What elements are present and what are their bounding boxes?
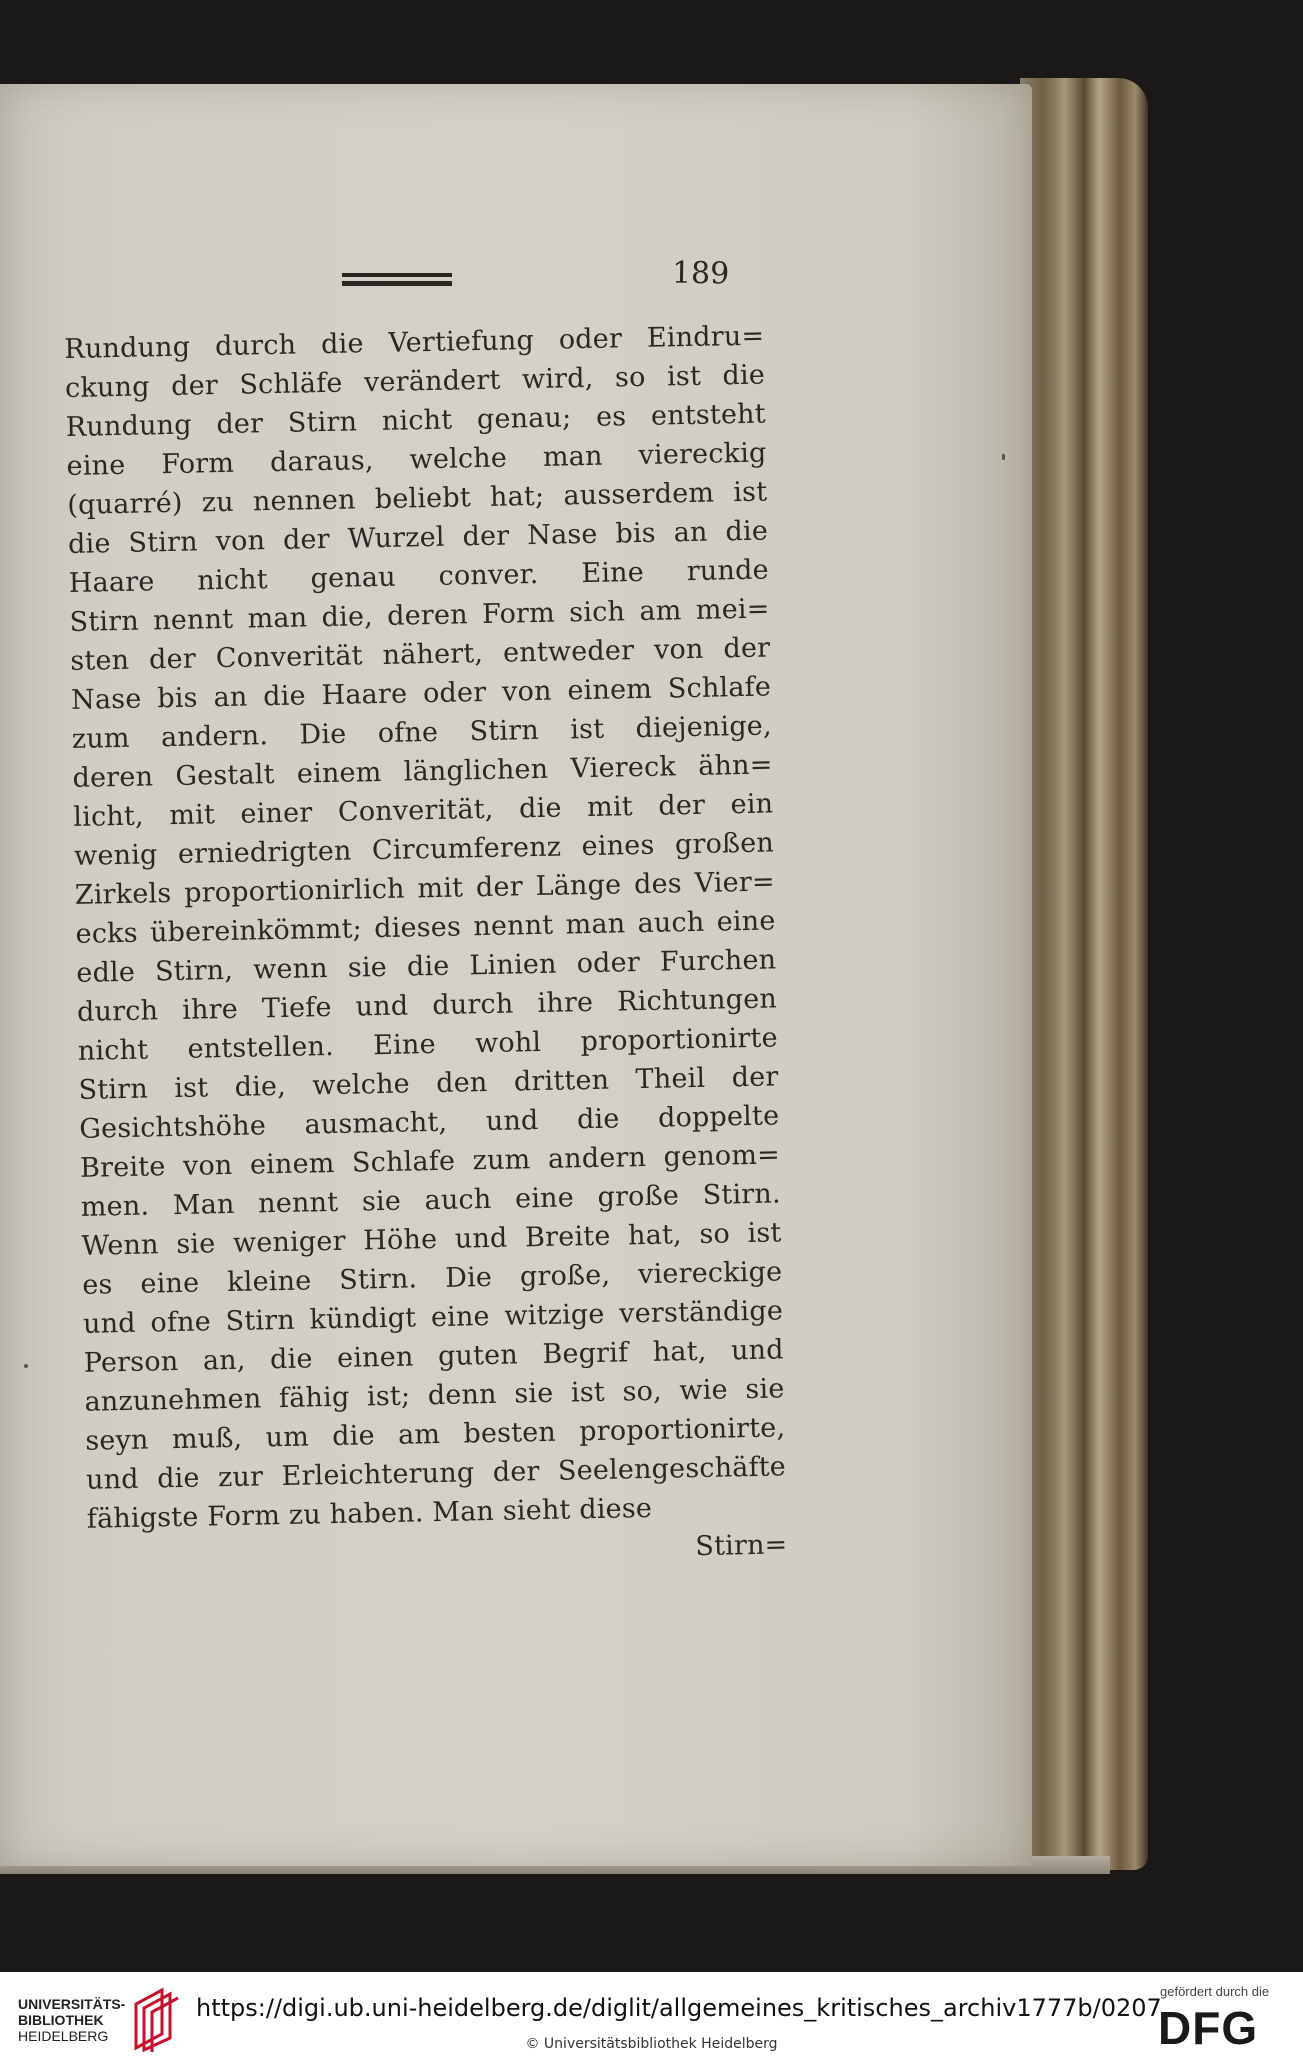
text-line: eine Form daraus, welche man viereckig: [66, 437, 767, 482]
header-rule: [342, 273, 452, 287]
permalink-url[interactable]: https://digi.ub.uni-heidelberg.de/diglit/allgemeines_kritisches_archiv1777b/0207: [196, 1994, 1162, 2022]
page-sheet: [0, 84, 1032, 1866]
text-line: deren Gestalt einem länglichen Viereck ähn=: [72, 749, 773, 794]
copyright-notice: © Universitätsbibliothek Heidelberg: [525, 2036, 778, 2052]
text-line: nicht entstellen. Eine wohl proportionirte: [77, 1022, 779, 1067]
library-name-line: HEIDELBERG: [18, 2028, 109, 2044]
text-line: anzunehmen fähig ist; denn sie ist so, wie sie: [84, 1373, 785, 1418]
funder-caption: gefördert durch die: [1160, 1984, 1270, 1999]
text-line: es eine kleine Stirn. Die große, viereckige: [82, 1256, 783, 1301]
text-line: Stirn ist die, welche den dritten Theil der: [78, 1061, 779, 1106]
text-line: (quarré) zu nennen beliebt hat; ausserdem ist: [67, 476, 768, 521]
paper-speck: [24, 1364, 28, 1368]
text-line: die Stirn von der Wurzel der Nase bis an die: [67, 515, 769, 560]
dfg-logo-text: DFG: [1158, 2002, 1259, 2052]
library-name-line: UNIVERSITÄTS-: [18, 1996, 126, 2012]
text-line: Nase bis an die Haare oder von einem Schlafe: [70, 671, 772, 716]
text-line: und die zur Erleichterung der Seelengeschäfte: [85, 1451, 787, 1496]
catchword: Stirn=: [695, 1529, 788, 1563]
text-line: wenig erniedrigten Circumferenz eines großen: [73, 827, 775, 872]
dfg-logo-icon: [1158, 2002, 1286, 2052]
text-line: Rundung durch die Vertiefung oder Eindru=: [64, 320, 765, 365]
text-line: licht, mit einer Converität, die mit der ein: [73, 788, 774, 833]
text-line: durch ihre Tiefe und durch ihre Richtungen: [76, 983, 778, 1028]
text-line: Haare nicht genau conver. Eine runde: [68, 554, 770, 599]
viewer-footer: [0, 1972, 1303, 2065]
text-line: sten der Converität nähert, entweder von der: [70, 632, 771, 677]
body-text: [64, 317, 788, 1578]
text-line: Zirkels proportionirlich mit der Länge des Vier=: [74, 866, 776, 911]
text-line: zum andern. Die ofne Stirn ist diejenige,: [71, 710, 773, 755]
text-line: fähigste Form zu haben. Man sieht diese: [86, 1492, 653, 1535]
book: [0, 78, 1148, 1878]
text-line: seyn muß, um die am besten proportionirte,: [85, 1412, 786, 1457]
library-name-line: BIBLIOTHEK: [18, 2012, 104, 2028]
text-line: Wenn sie weniger Höhe und Breite hat, so ist: [81, 1217, 782, 1262]
text-line: Stirn nennt man die, deren Form sich am mei=: [69, 593, 770, 638]
book-fore-edge: [1020, 78, 1148, 1870]
paper-speck: [1002, 454, 1005, 460]
text-line: und ofne Stirn kündigt eine witzige verständige: [82, 1295, 784, 1340]
page-number: 189: [671, 255, 730, 292]
text-line: Gesichtshöhe ausmacht, und die doppelte: [79, 1100, 780, 1145]
text-line: men. Man nennt sie auch eine große Stirn.: [80, 1178, 782, 1223]
text-line: Rundung der Stirn nicht genau; es entsteht: [65, 398, 767, 443]
text-line: ckung der Schläfe verändert wird, so ist die: [64, 359, 766, 404]
text-line: Person an, die einen guten Begrif hat, und: [83, 1334, 785, 1379]
text-line: Breite von einem Schlafe zum andern genom=: [79, 1139, 781, 1184]
text-line: edle Stirn, wenn sie die Linien oder Furchen: [76, 944, 777, 989]
text-line: ecks übereinkömmt; dieses nennt man auch eine: [75, 905, 776, 950]
